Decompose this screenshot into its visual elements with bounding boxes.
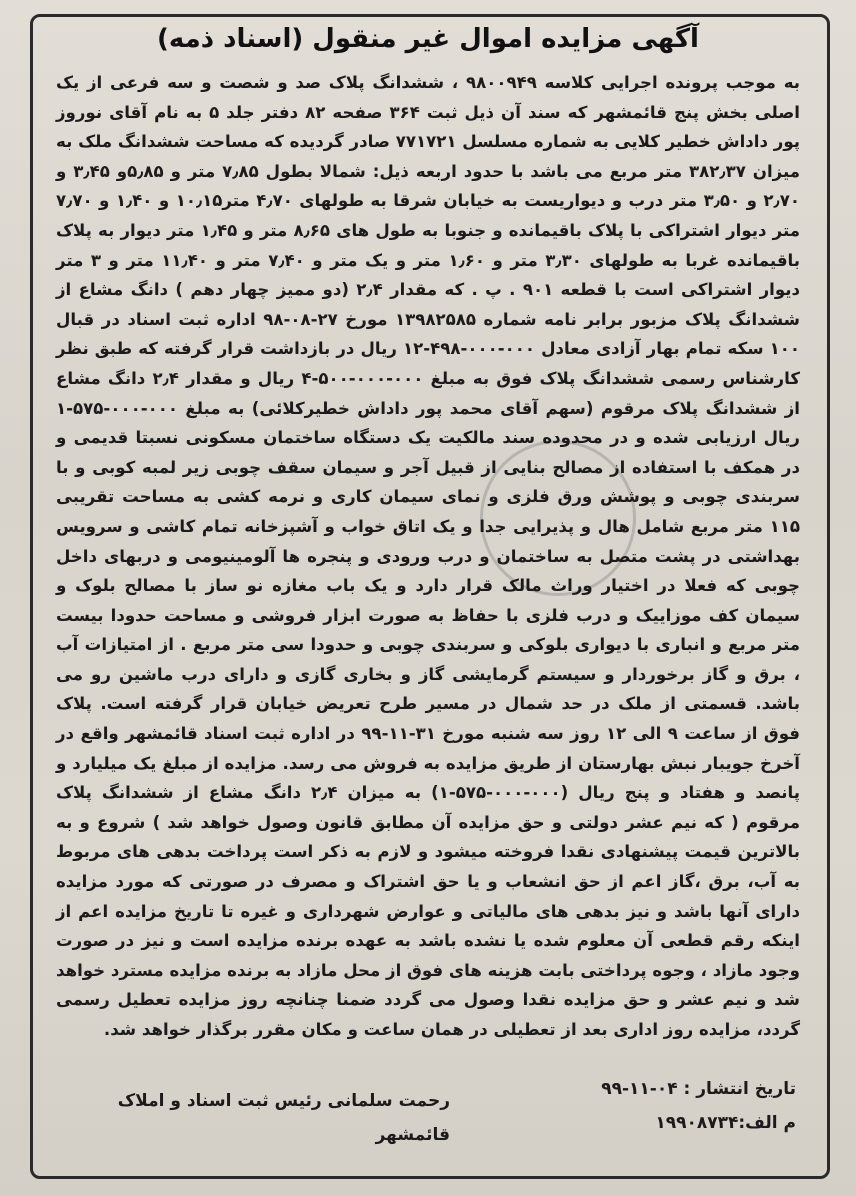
publish-date: تاریخ انتشار : ۰۴-۱۱-۹۹ [601, 1079, 796, 1099]
notice-body [56, 68, 800, 1045]
notice-paragraph: به موجب پرونده اجرایی کلاسه ۹۸۰۰۹۴۹ ، ششدانگ پلاک صد و شصت و سه فرعی از یک اصلی بخش پنج قائمشهر که سند آن ذیل ثبت ۳۶۴ صفحه ۸۲ دفتر جلد ۵ به نام آقای نوروز پور داداش خطیر کلایی به شماره مسلسل ۷۷۱۷۲۱ صادر گردیده که مساحت ششدانگ ملک به میزان ۳۸۲٫۳۷ متر مربع می باشد با حدود اربعه ذیل: شمالا بطول ۷٫۸۵ متر و ۵٫۸۵و ۳٫۴۵ و ۲٫۷۰ و ۳٫۵۰ متر درب و دیواریست به خیابان شرقا به طولهای ۴٫۷۰ متر۱۰٫۱۵ و ۱٫۴۰ و ۷٫۷۰ متر دیوار اشتراکی با پلاک باقیمانده و جنوبا به طول های ۸٫۶۵ متر و ۱٫۴۵ متر دیوار به پلاک باقیمانده غربا به طولهای ۳٫۳۰ متر و ۱٫۶۰ متر و یک متر و ۷٫۴۰ متر و ۱۱٫۴۰ متر و ۳ متر دیوار اشتراکی است با قطعه ۹۰۱ . پ . که مقدار ۲٫۴ (دو ممیز چهار دهم ) دانگ مشاع از ششدانگ پلاک مزبور برابر نامه شماره ۱۳۹۸۲۵۸۵ مورخ ۲۷-۰۸-۹۸ اداره ثبت اسناد در قبال ۱۰۰ سکه تمام بهار آزادی معادل ۰۰۰-۰۰۰-۴۹۸-۱۲ ریال در بازداشت قرار گرفته که طبق نظر کارشناس رسمی ششدانگ پلاک فوق به مبلغ ۰۰۰-۰۰۰-۵۰۰-۴ ریال و مقدار ۲٫۴ دانگ مشاع از ششدانگ پلاک مرقوم (سهم آقای محمد پور داداش خطیرکلائی) به مبلغ ۰۰۰-۰۰۰-۵۷۵-۱ ریال ارزیابی شده و در محدوده سند مالکیت یک دستگاه ساختمان مسکونی نسبتا قدیمی و در همکف با استفاده از مصالح بنایی از قبیل آجر و سیمان سقف چوبی زیر لمبه کوبی و با سربندی چوبی و پوشش ورق فلزی و نمای سیمان کاری و نرمه کشی به مساحت تقریبی ۱۱۵ متر مربع شامل هال و پذیرایی جدا و یک اتاق خواب و آشپزخانه تمام کاشی و سرویس بهداشتی در پشت متصل به ساختمان و درب ورودی و پنجره ها آلومینیومی و دربهای داخل چوبی که فعلا در اختیار وراث مالک قرار دارد و یک باب مغازه نو ساز با مصالح بلوک و سیمان کف موزاییک و درب فلزی با حفاظ به صورت ابزار فروشی و مساحت حدودا بیست متر مربع و انباری با دیواری بلوکی و سربندی چوبی و حدودا سی متر مربع . از امتیازات آب ، برق و گاز برخوردار و سیستم گرمایشی گاز و بخاری گازی و دارای درب ماشین رو می باشد. قسمتی از ملک در حد شمال در مسیر طرح تعریض خیابان قرار گرفته است. پلاک فوق از ساعت ۹ الی ۱۲ روز سه شنبه مورخ ۳۱-۱۱-۹۹ در اداره ثبت اسناد قائمشهر واقع در آخرخ جویبار نبش بهارستان از طریق مزایده به فروش می رسد. مزایده از مبلغ یک میلیارد و پانصد و هفتاد و پنج ریال (۰۰۰-۰۰۰-۵۷۵-۱) به میزان ۲٫۴ دانگ مشاع از ششدانگ پلاک مرقوم ( که نیم عشر دولتی و حق مزایده آن مطابق قانون وصول خواهد شد ) شروع و به بالاترین قیمت پیشنهادی نقدا فروخته میشود و لازم به ذکر است پرداخت بدهی های مربوط به آب، برق ،گاز اعم از حق انشعاب و یا حق اشتراک و مصرف در صورتی که مورد مزایده دارای آنها باشد و نیز بدهی های مالیاتی و عوارض شهرداری و غیره تا تاریخ مزایده اعم از اینکه رقم قطعی آن معلوم شده یا نشده باشد به عهده برنده مزایده است و نیز در صورت وجود مازاد ، وجوه پرداختی بابت هزینه های فوق از محل مازاد به برنده مزایده مسترد خواهد شد و نیم عشر و حق مزایده نقدا وصول می گردد ضمنا چنانچه روز مزایده تعطیل رسمی گردد، مزایده روز اداری بعد از تعطیلی در همان ساعت و مکان مقرر برگذار خواهد شد. [56, 73, 801, 1039]
publication-info [496, 1072, 796, 1140]
signature-line-2: قائمشهر [375, 1125, 450, 1145]
notice-title: آگهی مزایده اموال غیر منقول (اسناد ذمه) [157, 24, 699, 54]
signature-block [90, 1084, 450, 1152]
ad-code: م الف:۱۹۹۰۸۷۳۴ [655, 1113, 796, 1133]
signature-line-1: رحمت سلمانی رئیس ثبت اسناد و املاک [117, 1091, 450, 1111]
